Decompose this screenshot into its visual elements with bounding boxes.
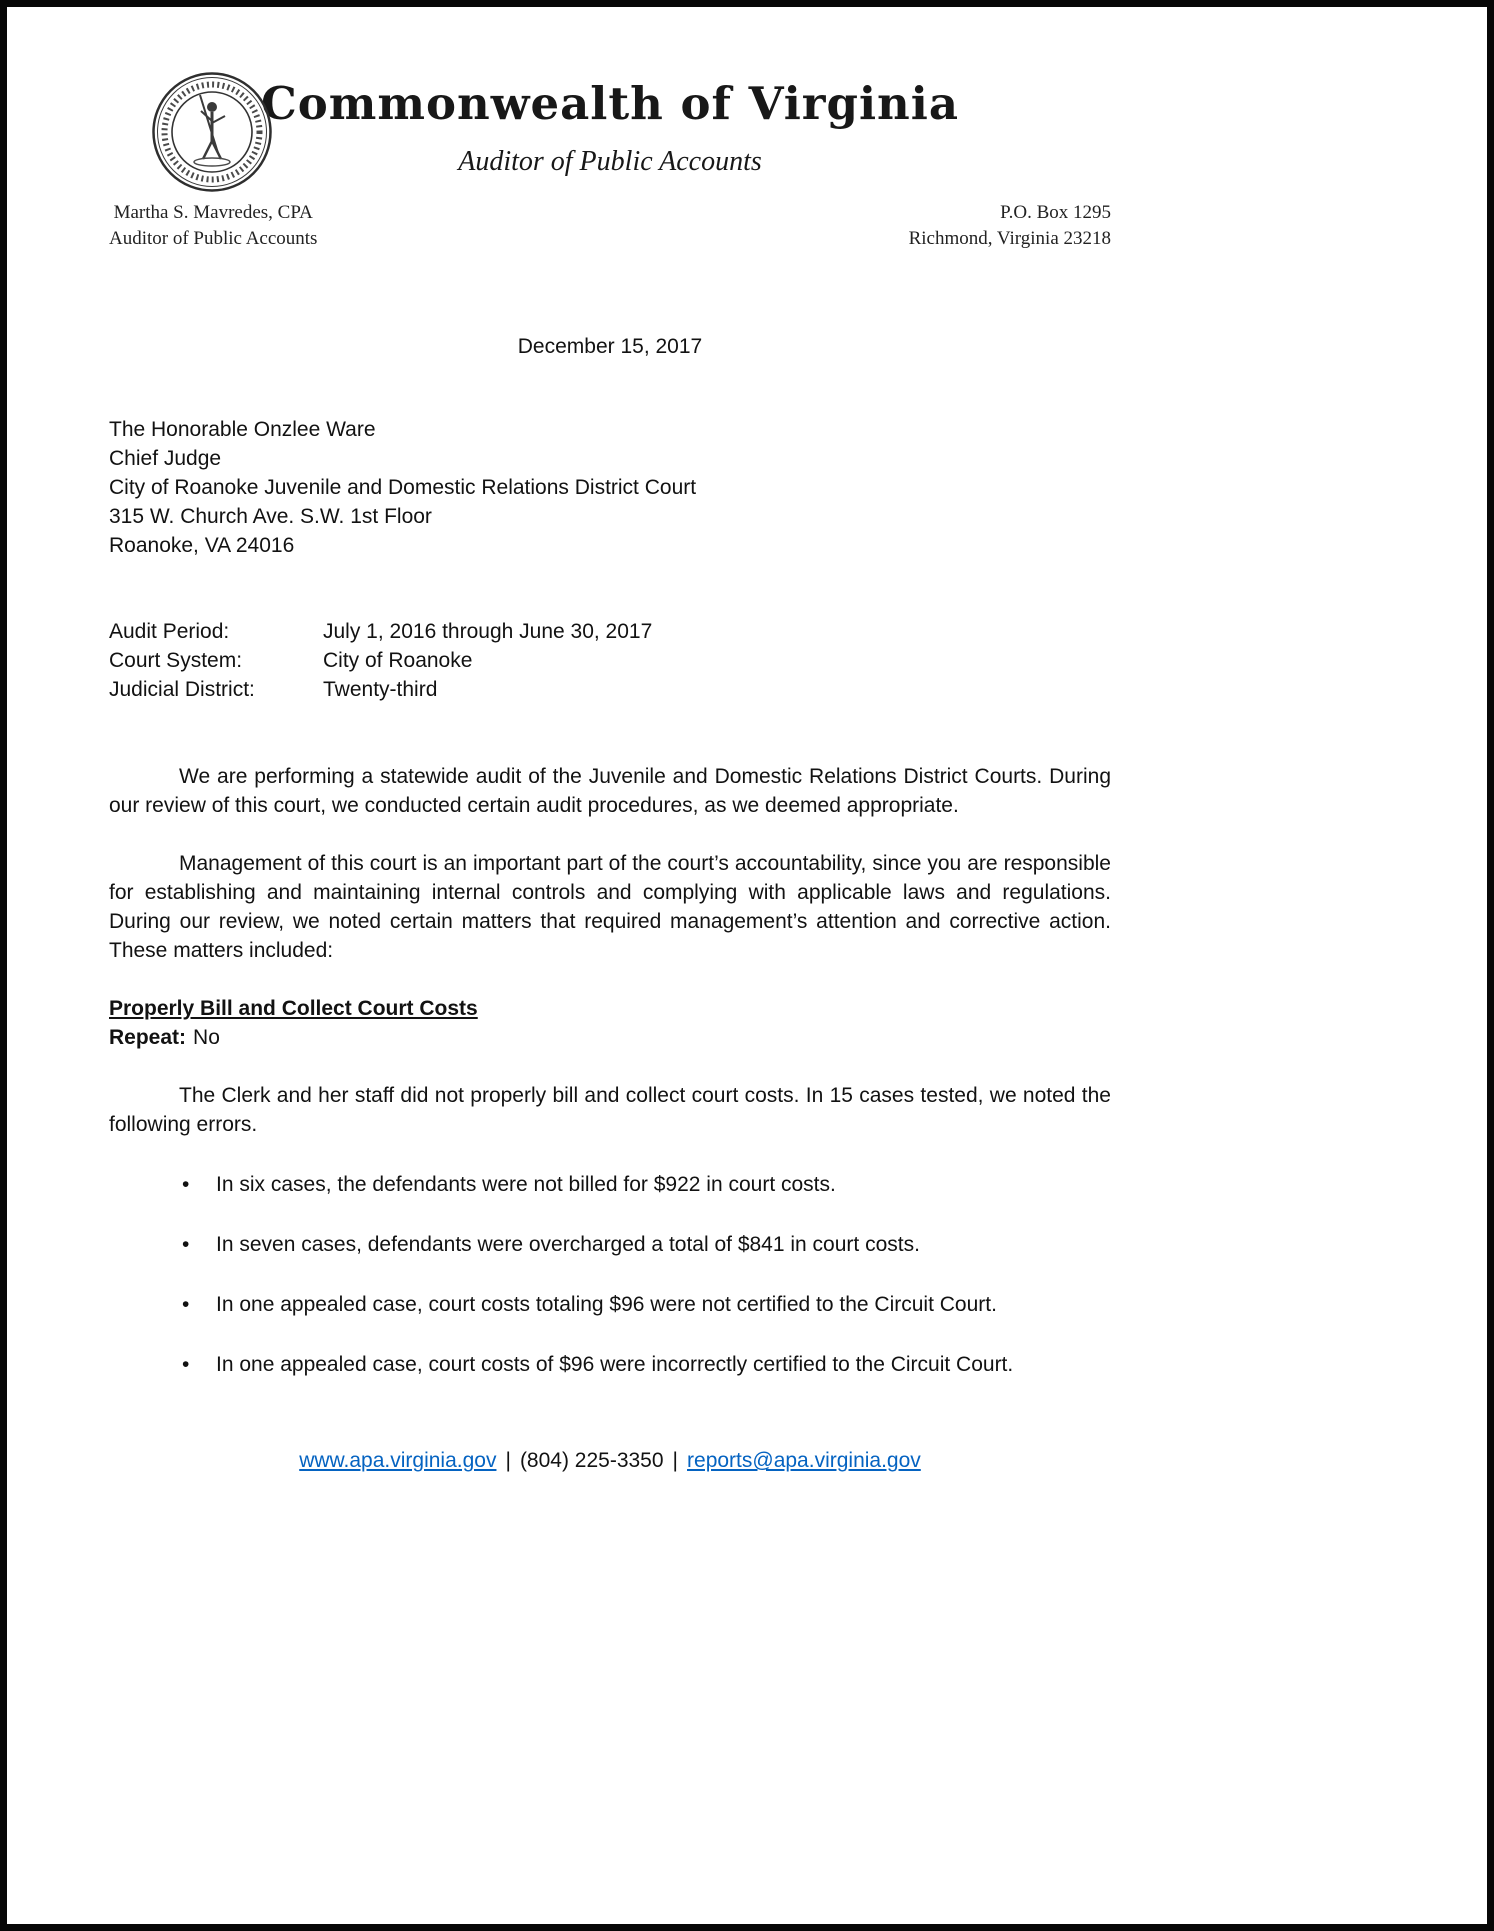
finding-bullet [182,1350,1111,1379]
judicial-district-label: Judicial District: [109,678,255,702]
recipient-address [109,415,1111,560]
bullet-icon: • [182,1173,190,1197]
repeat-line [109,1023,1111,1052]
letter-content [7,7,1487,1473]
finding-heading: Properly Bill and Collect Court Costs [109,997,478,1021]
letterhead-address-block [909,200,1111,251]
finding-intro-paragraph: The Clerk and her staff did not properly bill and collect court costs. In 15 cases tested, we noted the following errors. [109,1084,1111,1137]
address-line-1: P.O. Box 1295 [1000,202,1111,223]
footer-email-link[interactable]: reports@apa.virginia.gov [687,1449,921,1473]
finding-bullet [182,1170,1111,1199]
bullet-icon: • [182,1293,190,1317]
finding-bullet [182,1230,1111,1259]
finding-bullet [182,1290,1111,1319]
footer-separator: | [505,1449,511,1473]
bullet-icon: • [182,1353,190,1377]
recipient-line: The Honorable Onzlee Ware [109,418,376,442]
letterhead [109,69,1111,251]
bullet-icon: • [182,1233,190,1257]
official-name: Martha S. Mavredes, CPA [113,202,313,223]
audit-period-value: July 1, 2016 through June 30, 2017 [323,620,653,644]
finding-bullet-text: In one appealed case, court costs totaling $96 were not certified to the Circuit Court. [216,1293,997,1317]
repeat-value: No [193,1026,220,1050]
audit-period-label: Audit Period: [109,620,230,644]
audit-info-block [109,617,1111,704]
letter-footer [109,1449,1111,1473]
virginia-state-seal-icon [151,71,273,193]
paragraph-management: Management of this court is an important part of the court’s accountability, since you are responsible for establishing and maintaining internal controls and complying with applicable laws and regulations. During our review, we noted certain matters that required management’s attention and corrective action. These matters included: [109,852,1111,963]
letterhead-info-row [109,200,1111,251]
footer-website-link[interactable]: www.apa.virginia.gov [299,1449,497,1473]
findings-list [109,1170,1111,1379]
court-system-value: City of Roanoke [323,649,473,673]
address-line-2: Richmond, Virginia 23218 [908,227,1111,249]
audit-info-row [109,675,1111,704]
judicial-district-value: Twenty-third [323,678,438,702]
finding-bullet-text: In one appealed case, court costs of $96 were incorrectly certified to the Circuit Court. [216,1353,1014,1377]
recipient-line: Chief Judge [109,447,222,471]
paragraph-statewide-audit: We are performing a statewide audit of the Juvenile and Domestic Relations District Courts. During our review of this court, we conducted certain audit procedures, as we deemed appropriate. [109,765,1111,818]
repeat-label: Repeat: [109,1026,187,1050]
letterhead-title: Commonwealth of Virginia [260,77,960,130]
official-title: Auditor of Public Accounts [109,227,318,249]
recipient-line: Roanoke, VA 24016 [109,534,295,558]
court-system-label: Court System: [109,649,243,673]
recipient-line: 315 W. Church Ave. S.W. 1st Floor [109,505,432,529]
audit-info-row [109,617,1111,646]
letterhead-official-block [109,200,317,251]
letterhead-subtitle: Auditor of Public Accounts [458,146,762,177]
footer-separator: | [672,1449,679,1473]
audit-info-row [109,646,1111,675]
letter-date: December 15, 2017 [517,335,703,359]
finding-bullet-text: In seven cases, defendants were overcharged a total of $841 in court costs. [216,1233,920,1257]
finding-bullet-text: In six cases, the defendants were not billed for $922 in court costs. [216,1173,836,1197]
footer-phone: (804) 225-3350 [519,1449,664,1473]
recipient-line: City of Roanoke Juvenile and Domestic Relations District Court [109,476,697,500]
